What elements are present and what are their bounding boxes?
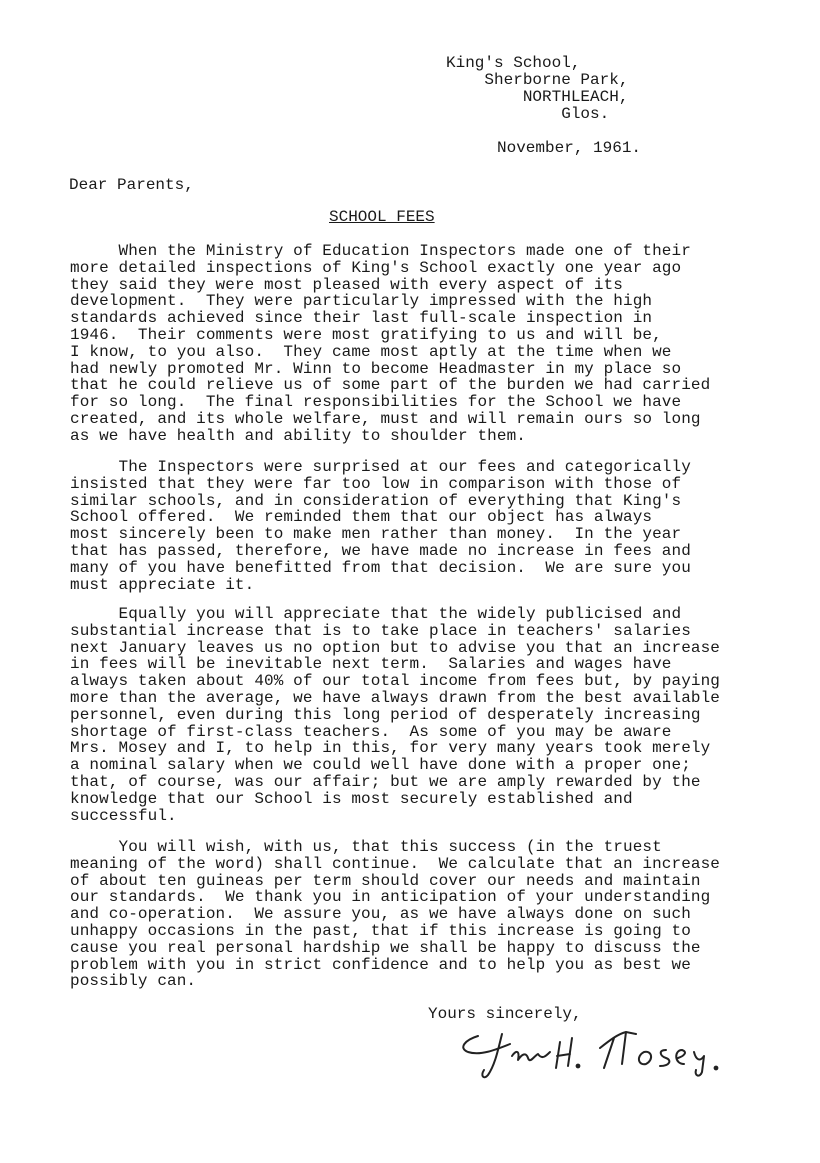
address-line-3: NORTHLEACH, xyxy=(446,88,629,106)
closing: Yours sincerely, xyxy=(428,1005,582,1023)
letter-title: SCHOOL FEES xyxy=(329,208,435,226)
paragraph-1: When the Ministry of Education Inspectors made one of their more detailed inspections of King's School exactly one year ago they said they were most pleased with every aspect of its development. They were particularly impressed with the high standards achieved since their last full-scale inspection in 1946. Their comments were most gratifying to us and will be, I know, to you also. They came most aptly at the time when we had newly promoted Mr. Winn to become Headmaster in my place so that he could relieve us of some part of the burden we had carried for so long. The final responsibilities for the School we have created, and its whole welfare, must and will remain ours so long as we have health and ability to shoulder them. xyxy=(70,242,711,445)
address-line-4: Glos. xyxy=(446,105,610,123)
salutation: Dear Parents, xyxy=(69,176,194,194)
paragraph-2: The Inspectors were surprised at our fees and categorically insisted that they were far too low in comparison with those of similar schools, and in consideration of everything that King's School offered. We reminded them that our object has always most sincerely been to make men rather than money. In the year that has passed, therefore, we have made no increase in fees and many of you have benefitted from that decision. We are sure you must appreciate it. xyxy=(70,458,691,594)
paragraph-3: Equally you will appreciate that the widely publicised and substantial increase that is to take place in teachers' salaries next January leaves us no option but to advise you that an increase in fees will be inevitable next term. Salaries and wages have always taken about 40% of our total income from fees but, by paying more than the average, we have always drawn from the best available personnel, even during this long period of desperately increasing shortage of first-class teachers. As some of you may be aware Mrs. Mosey and I, to help in this, for very many years took merely a nominal salary when we could well have done with a proper one; that, of course, was our affair; but we are amply rewarded by the knowledge that our School is most securely established and successful. xyxy=(70,605,721,825)
paragraph-4: You will wish, with us, that this success (in the truest meaning of the word) shall continue. We calculate that an increase of about ten guineas per term should cover our needs and maintain our standards. We thank you in anticipation of your understanding and co-operation. We assure you, as we have always done on such unhappy occasions in the past, that if this increase is going to cause you real personal hardship we shall be happy to discuss the problem with you in strict confidence and to help you as best we possibly can. xyxy=(70,838,721,991)
letter-date: November, 1961. xyxy=(497,139,642,157)
handwritten-signature xyxy=(440,1020,740,1080)
address-line-1: King's School, xyxy=(446,54,581,72)
sender-address xyxy=(446,55,628,123)
address-line-2: Sherborne Park, xyxy=(446,71,629,89)
